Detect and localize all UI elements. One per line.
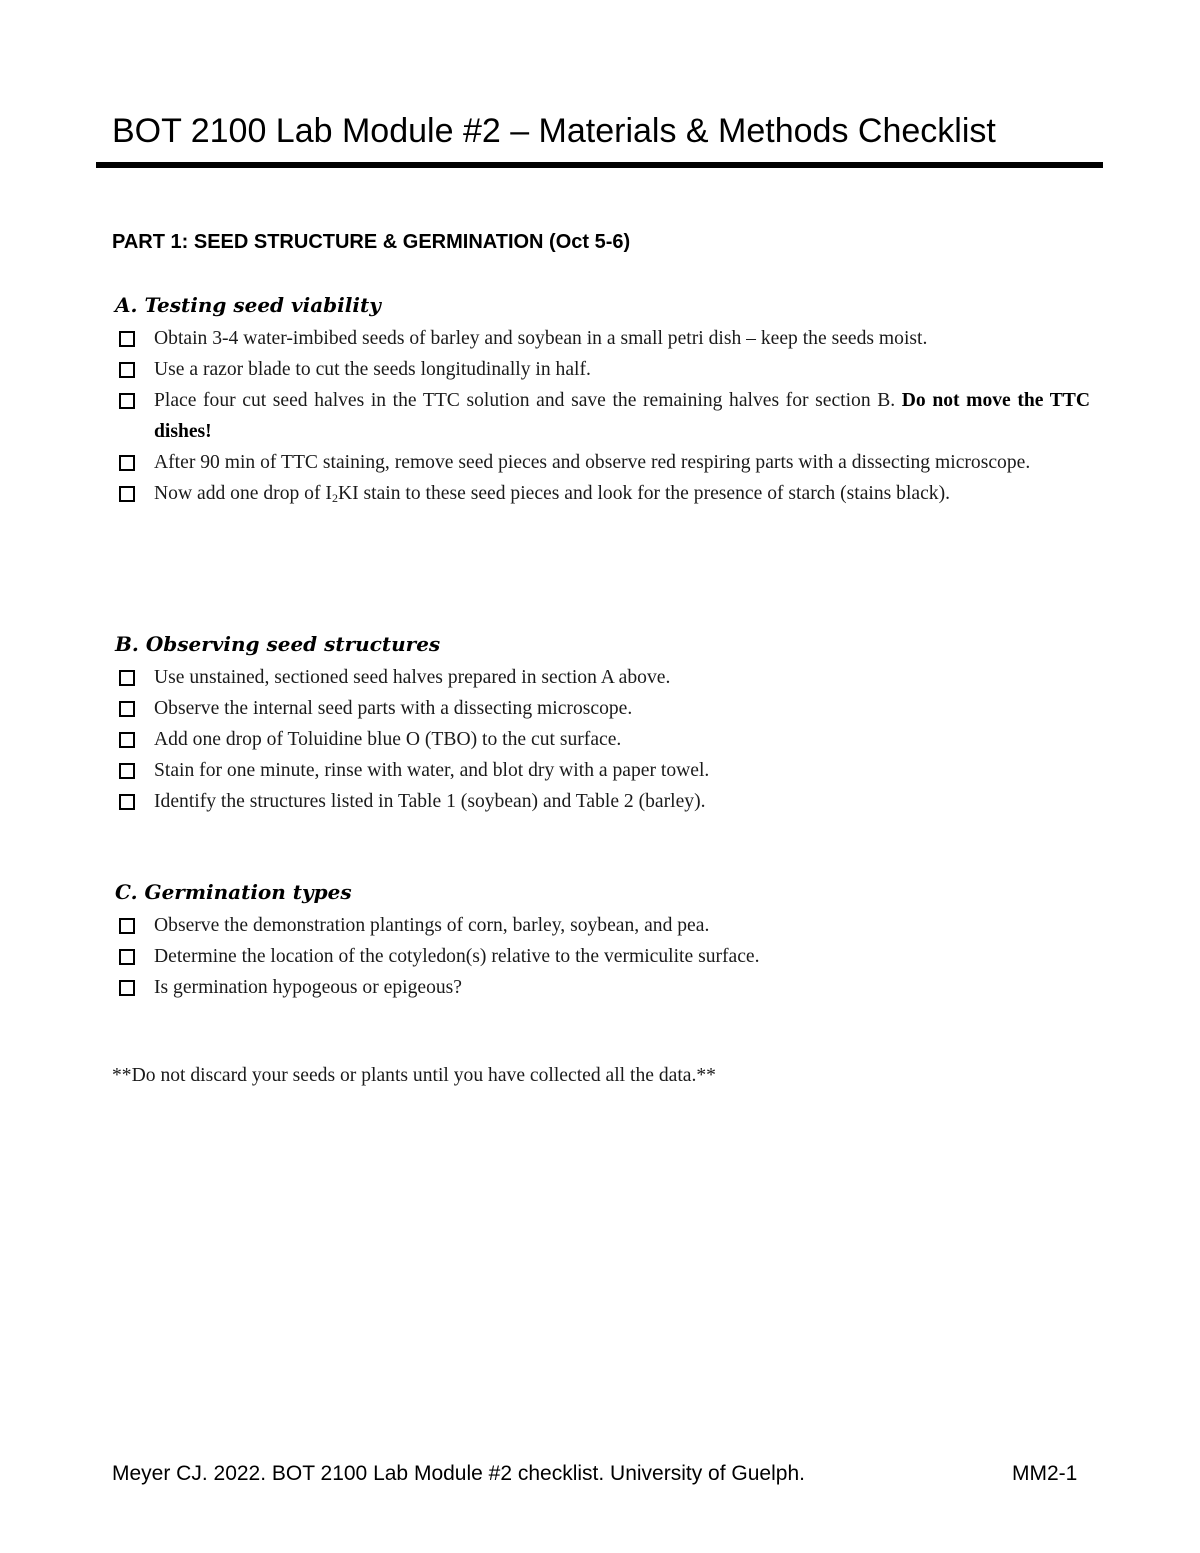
- checkbox[interactable]: [119, 701, 135, 717]
- list-item: [118, 972, 1090, 1003]
- checkbox[interactable]: [119, 362, 135, 378]
- item-text-part: Now add one drop of I: [154, 483, 332, 504]
- checkbox[interactable]: [119, 732, 135, 748]
- list-item: [118, 662, 1090, 693]
- subscript: 2: [331, 491, 338, 505]
- item-text: [154, 483, 950, 504]
- title-rule: [96, 162, 1103, 168]
- checkbox[interactable]: [119, 331, 135, 347]
- item-text: Determine the location of the cotyledon(s) relative to the vermiculite surface.: [154, 946, 760, 967]
- checkbox[interactable]: [119, 393, 135, 409]
- footnote: **Do not discard your seeds or plants until you have collected all the data.**: [112, 1065, 716, 1086]
- list-item: [118, 385, 1090, 447]
- list-item: [118, 447, 1090, 478]
- checkbox[interactable]: [119, 980, 135, 996]
- checkbox[interactable]: [119, 486, 135, 502]
- section-c-heading: C. Germination types: [115, 880, 352, 904]
- warning-note: Do not move the TTC dishes!: [154, 390, 1090, 442]
- section-c-checklist: [118, 910, 1090, 1003]
- checkbox[interactable]: [119, 794, 135, 810]
- section-b-heading: B. Observing seed structures: [115, 632, 441, 656]
- item-text: Stain for one minute, rinse with water, and blot dry with a paper towel.: [154, 760, 710, 781]
- item-text: Observe the internal seed parts with a dissecting microscope.: [154, 698, 633, 719]
- list-item: [118, 724, 1090, 755]
- part-1-heading: PART 1: SEED STRUCTURE & GERMINATION (Oct 5-6): [112, 231, 631, 253]
- list-item: [118, 354, 1090, 385]
- item-text: Use unstained, sectioned seed halves prepared in section A above.: [154, 667, 671, 688]
- checkbox[interactable]: [119, 670, 135, 686]
- list-item: [118, 478, 1090, 509]
- section-a-heading: A. Testing seed viability: [115, 293, 381, 317]
- item-text: Add one drop of Toluidine blue O (TBO) to the cut surface.: [154, 729, 622, 750]
- item-text: Obtain 3-4 water-imbibed seeds of barley and soybean in a small petri dish – keep the seeds moist.: [154, 328, 928, 349]
- checkbox[interactable]: [119, 918, 135, 934]
- page-title: BOT 2100 Lab Module #2 – Materials & Methods Checklist: [112, 112, 996, 150]
- list-item: [118, 693, 1090, 724]
- checkbox[interactable]: [119, 949, 135, 965]
- page-number: MM2-1: [1012, 1462, 1078, 1485]
- item-text: Is germination hypogeous or epigeous?: [154, 977, 462, 998]
- list-item: [118, 755, 1090, 786]
- section-b-checklist: [118, 662, 1090, 817]
- item-text: Place four cut seed halves in the TTC solution and save the remaining halves for section B.: [154, 390, 896, 411]
- list-item: [118, 941, 1090, 972]
- list-item: [118, 323, 1090, 354]
- item-text: Identify the structures listed in Table 1 (soybean) and Table 2 (barley).: [154, 791, 706, 812]
- checkbox[interactable]: [119, 455, 135, 471]
- section-a-checklist: [118, 323, 1090, 509]
- item-text-part: KI stain to these seed pieces and look for the presence of starch (stains black).: [337, 483, 951, 504]
- list-item: [118, 786, 1090, 817]
- item-text: After 90 min of TTC staining, remove seed pieces and observe red respiring parts with a dissecting microscope.: [154, 452, 1031, 473]
- item-text: Use a razor blade to cut the seeds longitudinally in half.: [154, 359, 591, 380]
- checkbox[interactable]: [119, 763, 135, 779]
- item-text: Observe the demonstration plantings of corn, barley, soybean, and pea.: [154, 915, 710, 936]
- list-item: [118, 910, 1090, 941]
- footer-citation: Meyer CJ. 2022. BOT 2100 Lab Module #2 checklist. University of Guelph.: [112, 1462, 805, 1485]
